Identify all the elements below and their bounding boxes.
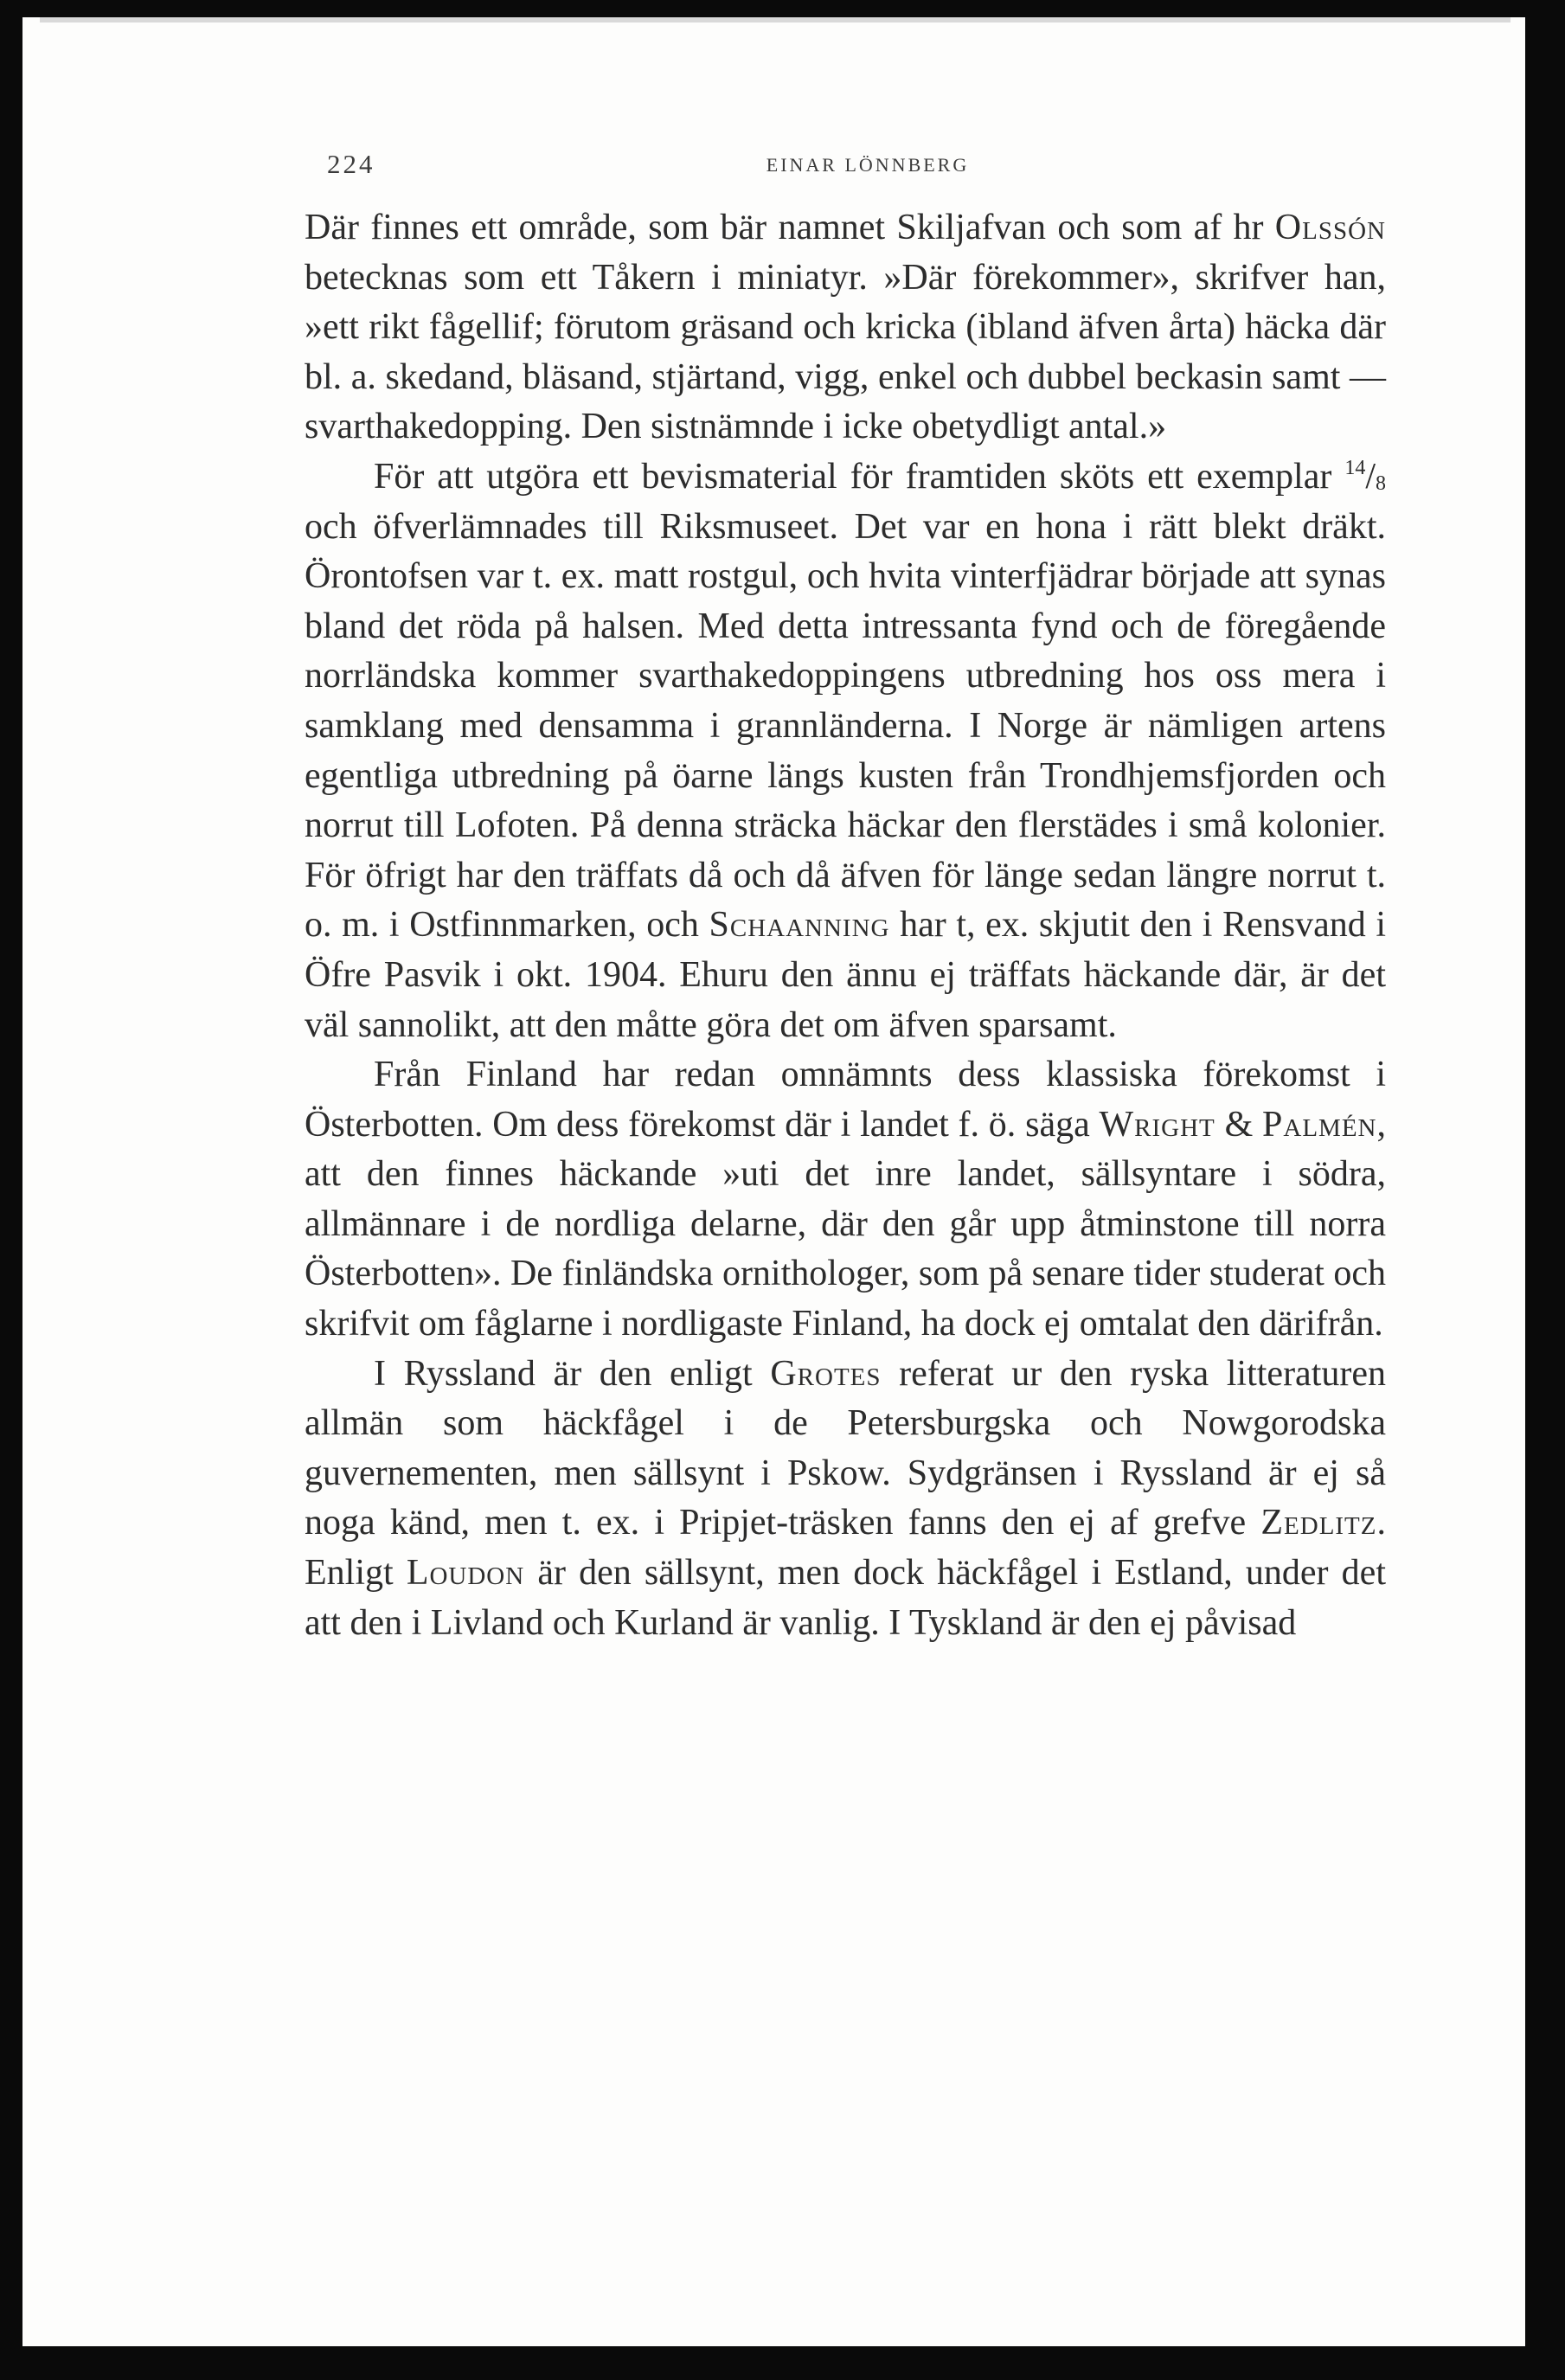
paragraph-text: har t, ex. skjutit den i Rensvand i Öfre Pasvik i okt. 1904. Ehuru den ännu ej träffats häckande där, är det väl sannolikt, att den måtte göra det om äfven sparsamt.: [305, 905, 1386, 1045]
running-head: [327, 149, 1408, 192]
paragraph-text: referat ur den ryska litteraturen allmän som häckfågel i de Petersburgska och Nowgorodska guvernementen, men sällsynt i Pskow. Sydgränsen i Ryssland är ej så noga känd, men t. ex. i Pripjet-träsken fanns den ej af grefve: [305, 1353, 1386, 1543]
paragraph-text: betecknas som ett Tåkern i miniatyr. »Där förekommer», skrifver han, »ett rikt fågellif; förutom gräsand och kricka (ibland äfven årta) häcka där bl. a. skedand, bläsand, stjärtand, vigg, enkel och dubbel beckasin samt — svarthakedopping. Den sistnämnde i icke obetydligt antal.»: [305, 257, 1386, 447]
page-number: 224: [327, 149, 375, 179]
author-name: Wright: [1099, 1104, 1215, 1145]
date-fraction: 8: [1376, 472, 1386, 495]
author-name: Grotes: [770, 1353, 882, 1394]
paragraph-text: är den sällsynt, men dock häckfågel i Estland, under det att den i Livland och Kurland är vanlig. I Tyskland är den ej påvisad: [305, 1553, 1386, 1643]
paragraph-text: &: [1215, 1104, 1263, 1145]
paragraph: [305, 203, 1386, 452]
paragraph: [305, 452, 1386, 1050]
paragraph-text: , att den finnes häckande »uti det inre landet, sällsyntare i södra, allmännare i de nordliga delarne, där den går upp åtminstone till norra Österbotten». De finländska ornithologer, som på senare tider studerat och skrifvit om fåglarne i nordligaste Finland, ha dock ej omtalat den därifrån.: [305, 1104, 1386, 1344]
paragraph: [305, 1050, 1386, 1350]
paragraph-text: och öfverlämnades till Riksmuseet. Det var en hona i rätt blekt dräkt. Örontofsen var t. ex. matt rostgul, och hvita vinterfjädrar började att synas bland det röda på halsen. Med detta intressanta fynd och de föregående norrländska kommer svarthakedoppingens utbredning hos oss mera i samklang med densamma i grannländerna. I Norge är nämligen artens egentliga utbredning på öarne längs kusten från Trondhjemsfjorden och norrut till Lofoten. På denna sträcka häckar den flerstädes i små kolonier. För öfrigt har den träffats då och då äfven för länge sedan längre norrut t. o. m. i Ostfinnmarken, och: [305, 506, 1386, 946]
body-text: [305, 203, 1386, 1648]
paragraph-text: /: [1365, 456, 1376, 497]
paragraph-text: För att utgöra ett bevismaterial för framtiden sköts ett exemplar: [374, 456, 1345, 497]
author-name: Loudon: [406, 1553, 525, 1594]
author-name: Schaanning: [709, 905, 890, 946]
author-name: Zedlitz: [1260, 1503, 1377, 1543]
author-name: Olssón: [1274, 208, 1386, 247]
paragraph-text: Från Finland har redan omnämnts dess klassiska förekomst i Österbotten. Om dess förekomst där i landet f. ö. säga: [305, 1055, 1386, 1145]
running-title: EINAR LÖNNBERG: [766, 154, 970, 176]
paragraph-text: Där finnes ett område, som bär namnet Skiljafvan och som af hr: [305, 208, 1275, 247]
paragraph-text: . Enligt: [305, 1503, 1386, 1594]
page-edge: [40, 17, 1510, 22]
paragraph-text: I Ryssland är den enligt: [374, 1353, 771, 1394]
date-fraction: 14: [1344, 456, 1366, 479]
paragraph: [305, 1350, 1386, 1649]
author-name: Palmén: [1262, 1104, 1377, 1145]
